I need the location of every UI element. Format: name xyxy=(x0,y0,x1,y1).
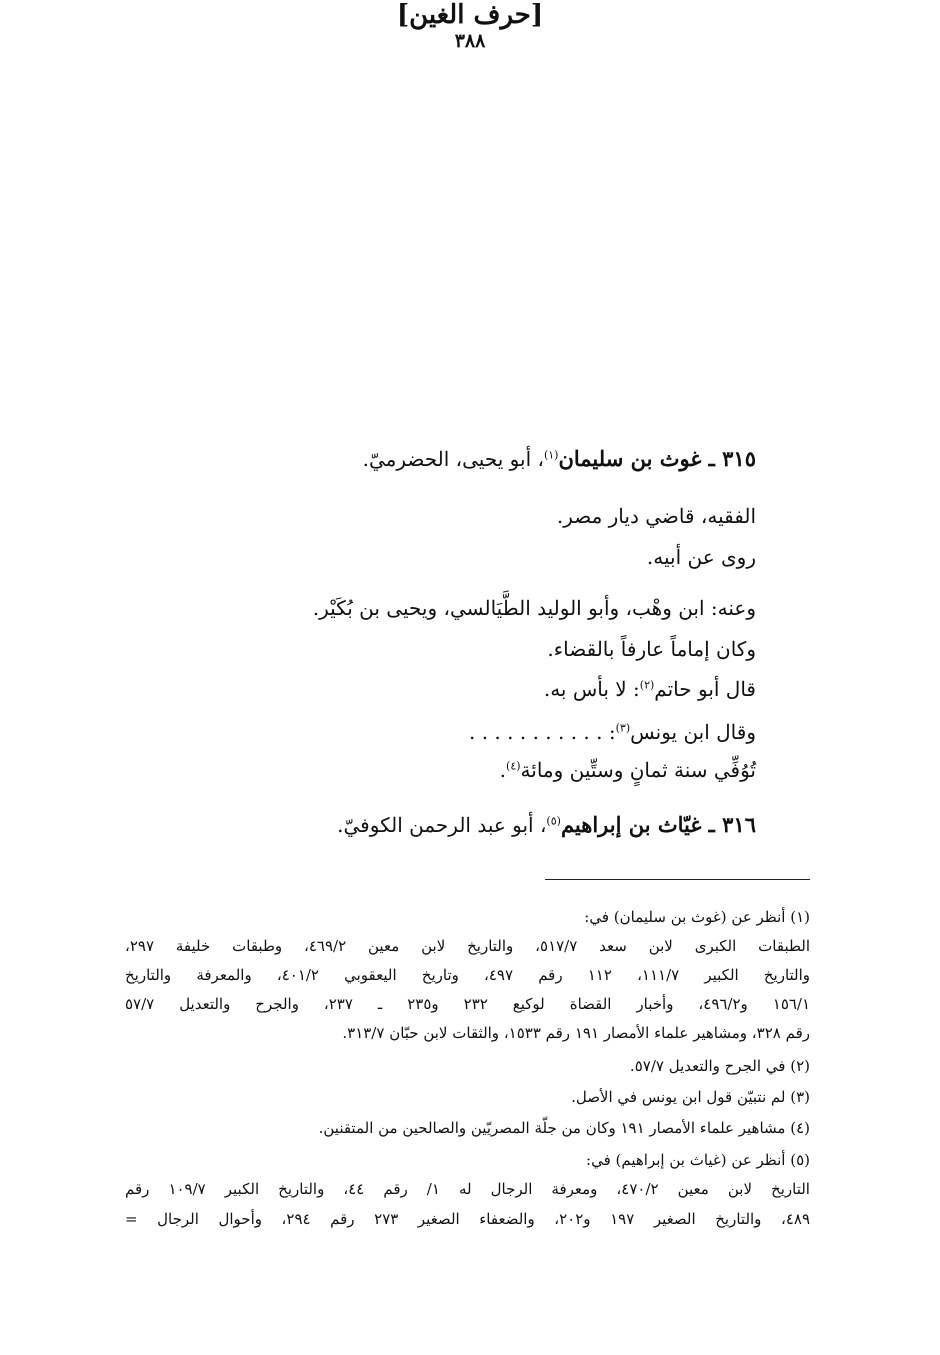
entry-name: غوث بن سليمان xyxy=(558,446,702,471)
footnote-ref: (٣) xyxy=(615,721,631,735)
entry-number: ٣١٦ xyxy=(722,812,756,837)
footnote-line: التاريخ لابن معين ٤٧٠/٢، ومعرفة الرجال له ١/ رقم ٤٤، والتاريخ الكبير ١٠٩/٧ رقم xyxy=(125,1180,810,1198)
text-line xyxy=(500,758,756,782)
text-line: الفقيه، قاضي ديار مصر. xyxy=(556,504,756,528)
footnote-line: ١٥٦/١ و٤٩٦/٢، وأخبار القضاة لوكيع ٢٣٢ و٢٣٥ ـ ٢٣٧، والجرح والتعديل ٥٧/٧ xyxy=(125,995,811,1013)
footnote-line: رقم ٣٢٨، ومشاهير علماء الأمصار ١٩١ رقم ١٥٣٣، والثقات لابن حبّان ٣١٣/٧. xyxy=(342,1024,810,1042)
text-line: روى عن أبيه. xyxy=(646,545,756,569)
section-heading: [حرف الغين] xyxy=(396,0,544,30)
text-part: : . . . . . . . . . . . xyxy=(469,720,616,744)
footnote-ref: (١) xyxy=(543,448,559,462)
page-number: ٣٨٨ xyxy=(454,30,486,52)
footnote-2: (٢) في الجرح والتعديل ٥٧/٧. xyxy=(629,1057,810,1075)
text-line xyxy=(544,677,756,701)
entry-rest: ، أبو يحيى، الحضرميّ. xyxy=(362,447,544,471)
footnote-line: ٤٨٩، والتاريخ الصغير ١٩٧ و٢٠٢، والضعفاء الصغير ٢٧٣ رقم ٢٩٤، وأحوال الرجال = xyxy=(125,1210,811,1228)
entry-rest: ، أبو عبد الرحمن الكوفيّ. xyxy=(337,813,547,837)
text-line: وكان إماماً عارفاً بالقضاء. xyxy=(547,637,756,661)
footnote-line: والتاريخ الكبير ١١١/٧، ١١٢ رقم ٤٩٧، وتاريخ اليعقوبي ٤٠١/٢، والمعرفة والتاريخ xyxy=(125,966,811,984)
footnote-4: (٤) مشاهير علماء الأمصار ١٩١ وكان من جلّة المصريّين والصالحين من المتقنين. xyxy=(318,1119,810,1137)
footnote-3: (٣) لم نتبيّن قول ابن يونس في الأصل. xyxy=(571,1088,810,1106)
footnote-1-head: (١) أنظر عن (غوث بن سليمان) في: xyxy=(584,908,810,926)
footnote-ref: (٥) xyxy=(546,814,561,828)
text-part: . xyxy=(499,758,507,782)
text-line: وعنه: ابن وهْب، وأبو الوليد الطَّيَالسي، ويحيى بن بُكَيْر. xyxy=(312,596,756,620)
entry-316-title: ٣١٦ ـ غيّاث بن إبراهيم$^{(٥)}$، أبو عبد الرحمن الكوفيّ. xyxy=(337,812,756,837)
text-part: : لا بأس به. xyxy=(543,677,640,701)
footnote-5-head: (٥) أنظر عن (غياث بن إبراهيم) في: xyxy=(586,1151,810,1169)
text-line xyxy=(469,720,756,744)
text-part: وقال ابن يونس xyxy=(630,720,756,744)
entry-315-title: ٣١٥ ـ غوث بن سليمان$^{(١)}$، أبو يحيى، الحضرميّ. xyxy=(362,446,756,471)
entry-number: ٣١٥ xyxy=(722,446,756,471)
text-part: قال أبو حاتم xyxy=(654,677,756,701)
footnote-line: الطبقات الكبرى لابن سعد ٥١٧/٧، والتاريخ لابن معين ٤٦٩/٢، وطبقات خليفة ٢٩٧، xyxy=(125,937,811,955)
footnote-ref: (٤) xyxy=(506,759,521,773)
footnote-ref: (٢) xyxy=(639,678,655,692)
entry-name: غيّاث بن إبراهيم xyxy=(560,812,702,837)
footnote-divider xyxy=(545,879,810,880)
text-part: تُوُفِّي سنة ثمانٍ وستِّين ومائة xyxy=(520,758,756,782)
